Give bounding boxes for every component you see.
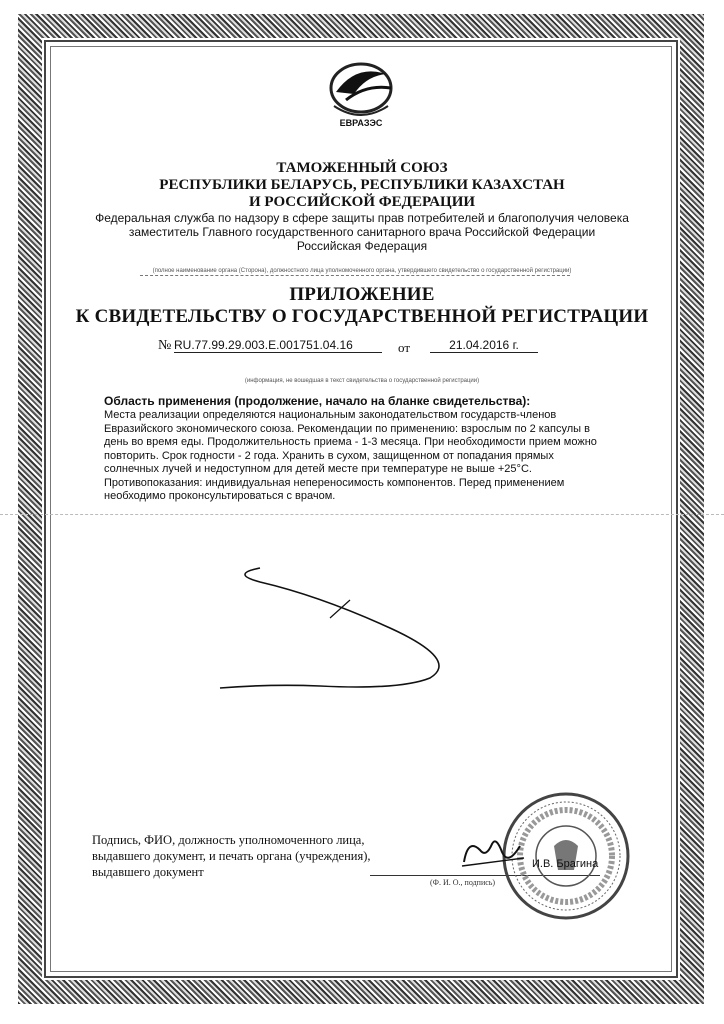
signer-name: И.В. Брагина — [532, 858, 599, 870]
scope-heading: Область применения (продолжение, начало на бланке свидетельства): — [104, 394, 531, 408]
document-title — [60, 284, 664, 328]
handwritten-signature — [458, 832, 528, 872]
fold-line — [0, 514, 724, 515]
header-line-4: Федеральная служба по надзору в сфере защиты прав потребителей и благополучия человека — [95, 211, 629, 225]
issuer-caption-line — [140, 275, 570, 276]
registration-number: RU.77.99.29.003.Е.001751.04.16 — [174, 338, 382, 353]
header-line-6: Российская Федерация — [296, 239, 428, 253]
emblem-label: ЕВРАЗЭС — [339, 118, 383, 128]
signatory-label: Подпись, ФИО, должность уполномоченного лица, выдавшего документ, и печать органа (учреждения), выдавшего документ — [92, 833, 371, 879]
issuer-header — [60, 160, 664, 253]
issuer-caption: (полное наименование органа (Сторона), должностного лица уполномоченного органа, утвердившего свидетельство о государственной регистрации) — [152, 268, 572, 274]
scope-body — [104, 409, 604, 504]
header-line-1: ТАМОЖЕННЫЙ СОЮЗ — [276, 160, 448, 176]
scope-paragraph-2: Противопоказания: индивидуальная непереносимость компонентов. Перед применением необходимо проконсультироваться с врачом. — [104, 476, 565, 502]
title-line-1: ПРИЛОЖЕНИЕ — [289, 284, 435, 305]
signature-caption: (Ф. И. О., подпись) — [430, 878, 496, 887]
z-strike-mark — [200, 548, 460, 708]
header-line-2: РЕСПУБЛИКИ БЕЛАРУСЬ, РЕСПУБЛИКИ КАЗАХСТАН — [159, 177, 565, 193]
registration-caption: (информация, не вошедшая в текст свидетельства о государственной регистрации) — [244, 378, 480, 384]
registration-date: 21.04.2016 г. — [430, 338, 538, 353]
header-line-3: И РОССИЙСКОЙ ФЕДЕРАЦИИ — [248, 194, 476, 210]
eurasec-emblem-icon — [306, 54, 416, 134]
number-sign: № — [158, 338, 172, 353]
title-line-2: К СВИДЕТЕЛЬСТВУ О ГОСУДАРСТВЕННОЙ РЕГИСТРАЦИИ — [75, 306, 649, 327]
registration-line — [130, 338, 610, 356]
scope-paragraph-1: Места реализации определяются национальным законодательством государств-членов Евразийского экономического союза. Рекомендации по применению: взрослым по 2 капсулы в день во время еды. Продолжительность приема - 1-3 месяца. При необходимости прием можно повторить. Срок годности - 2 года. Хранить в сухом, защищенном от попадания прямых солнечных лучей и недоступном для детей месте при температуре не выше +25°С. — [104, 409, 597, 475]
from-label: от — [398, 340, 411, 355]
header-line-5: заместитель Главного государственного санитарного врача Российской Федерации — [128, 225, 596, 239]
